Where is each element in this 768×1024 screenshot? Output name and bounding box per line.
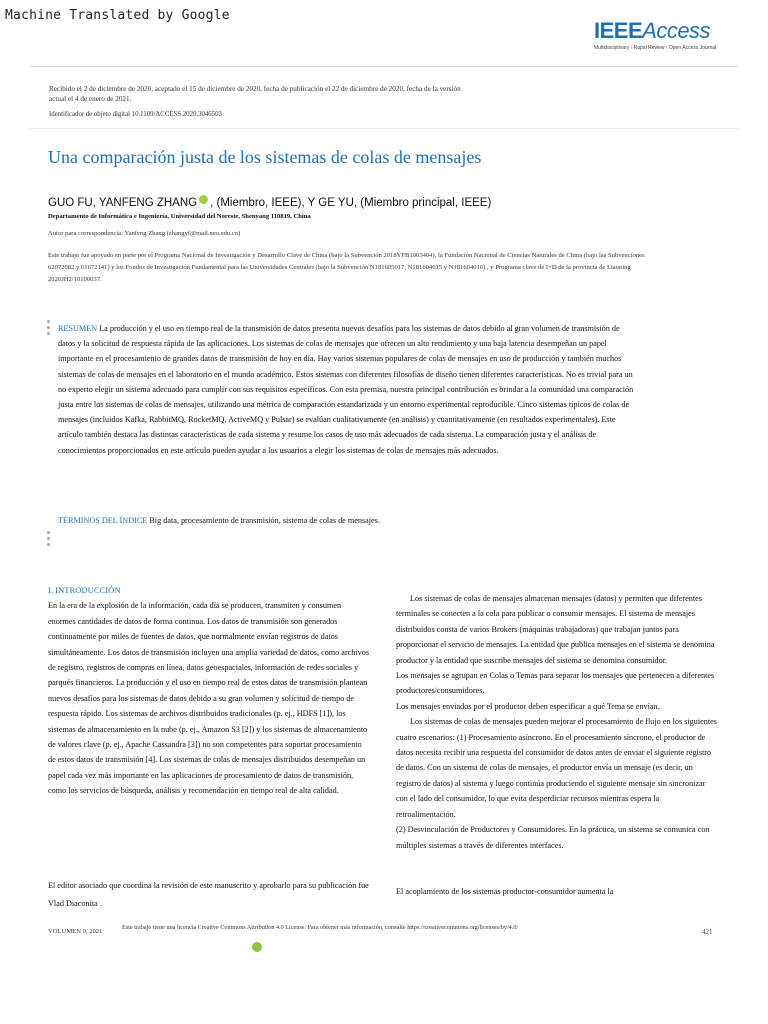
journal-logo (594, 18, 744, 51)
logo-ieee: IEEE (594, 18, 643, 43)
abstract-marker-icon (47, 320, 50, 338)
abstract (58, 321, 638, 458)
authors-line (48, 197, 491, 209)
intro-paragraph: En la era de la explosión de la información, cada día se producen, transmiten y consumen enormes cantidades de datos de forma continua. Los datos de transmisión son generados continuamente por miles de fuentes de datos, que normalmente envían registros de datos simultáneamente. Los datos de transmisión incluyen una amplia variedad de datos, como archivos de registro, registros de compras en línea, datos geoespaciales, información de redes sociales y parqués financieros. La producción y el uso en tiempo real de estos datos de transmisión plantean nuevos desafíos para los sistemas de datos debido a su gran volumen y solicitud de tiempo de respuesta rápido. Los sistemas de archivos distribuidos tradicionales (p. ej., HDFS [1]), los sistemas de almacenamiento en la nube (p. ej., Amazon S3 [2]) y los sistemas de almacenamiento de valores clave (p. ej., Apache Cassandra [3]) no son competentes para soportar procesamiento de estos datos de transmisión [4]. Los sistemas de colas de mensajes distribuidos desempeñan un papel cada vez más importante en las aplicaciones de procesamiento de datos de transmisión, como los servicios de búsqueda, análisis y recomendación en tiempo real de alta calidad. (48, 601, 370, 796)
right-paragraph-6: El acoplamiento de los sistemas productor-consumidor aumenta la (396, 887, 614, 896)
right-paragraph-4: Los sistemas de colas de mensajes pueden mejorar el procesamiento de flujo en los siguientes cuatro escenarios: (1) Procesamiento asíncrono. En el procesamiento síncrono, el productor de datos necesita recibir una respuesta del consumidor de datos antes de enviar el siguiente registro de datos. Con un sistema de colas de mensajes, el productor envía un mensaje (es decir, un registro de datos) al sistema y luego continúa produciendo el siguiente mensaje sin sincronizar con el lado del consumidor, lo que evita desperdiciar recursos mientras espera la retroalimentación. (396, 717, 717, 819)
funding-note: Este trabajo fue apoyado en parte por el Programa Nacional de Investigación y Desarrollo Clave de China (bajo la Subvención 2018YFB1003404), la Fundación Nacional de Ciencias Naturales de China (bajo las Subvenciones 62072082 y 61672141) y los Fondos de Investigación Fundamental para las Universidades Centrales (bajo la Subvención N181605017, N181604015 y N181604016) , y Programa clave de I+D de la provincia de Liaoning 2020JH2/10100037. (48, 252, 645, 283)
footer-volume: VOLUMEN 9, 2021 (48, 928, 103, 935)
authors-roles: , (Miembro, IEEE), Y GE YU, (Miembro principal, IEEE) (210, 197, 492, 209)
meta-rule (30, 128, 738, 129)
doi-line: Identificador de objeto digital 10.1109/ACCESS.2020.3046503 (49, 111, 222, 118)
paper-title: Una comparación justa de los sistemas de colas de mensajes (48, 147, 482, 167)
logo-tagline: Multidisciplinary ⁝ Rapid Review ⁝ Open Access Journal (594, 45, 717, 51)
right-paragraph-3: Los mensajes enviados por el productor deben especificar a qué Tema se envían. (396, 701, 660, 711)
index-terms-text: Big data, procesamiento de transmisión, sistema de colas de mensajes. (147, 516, 380, 525)
orcid-icon[interactable] (199, 195, 208, 204)
creative-commons-icon[interactable] (252, 942, 262, 952)
right-paragraph-5: (2) Desvinculación de Productores y Consumidores. En la práctica, un sistema se comunica con múltiples sistemas a través de diferentes interfaces. (396, 825, 710, 850)
page-number: 421 (702, 928, 713, 936)
section-heading-intro: I. INTRODUCCIÓN (48, 585, 121, 595)
index-terms-marker-icon (47, 531, 50, 549)
editor-note: El editor asociado que coordina la revisión de este manuscrito y aprobarlo para su publicación fue Vlad Diaconita . (48, 881, 369, 908)
received-dates: Recibido el 2 de diciembre de 2020, aceptado el 15 de diciembre de 2020, fecha de publicación el 22 de diciembre de 2020, fecha de la versión actual el 4 de enero de 2021. (49, 85, 461, 103)
logo-access: Access (642, 18, 711, 43)
footer-license: Este trabajo tiene una licencia Creative Commons Attribution 4.0 License. Para obtener más información, consulte https://creativecommons.org/licenses/by/4.0/ (122, 924, 519, 931)
header-rule (30, 66, 738, 67)
left-column (48, 583, 370, 799)
index-terms (58, 516, 638, 525)
right-column (396, 591, 718, 853)
abstract-text: La producción y el uso en tiempo real de la transmisión de datos presenta nuevos desafíos para los sistemas de datos debido al gran volumen de transmisión de datos y la solicitud de respuesta rápida de las aplicaciones. Los sistemas de colas de mensajes que ofrecen un alto rendimiento y una baja latencia desempeñan un papel importante en el procesamiento de grandes datos de transmisión de hoy en día. Hay varios sistemas populares de colas de mensajes en uso de producción y también muchos sistemas de colas de mensajes en el laboratorio en el mundo académico. Estos sistemas con diferentes filosofías de diseño tienen diferentes características. No es trivial para un no experto elegir un sistema adecuado para cumplir con sus requisitos específicos. Con esta premisa, nuestra principal contribución es brindar a la comunidad una comparación justa entre los sistemas de colas de mensajes, utilizando una métrica de comparación estandarizada y un entorno experimental reproducible. Cinco sistemas típicos de colas de mensajes (incluidos Kafka, RabbitMQ, RocketMQ, ActiveMQ y Pulsar) se evalúan cualitativamente (en análisis) y cuantitativamente (en resultados experimentales). Este artículo también destaca las distintas características de cada sistema y resume los casos de uso más adecuados de cada sistema. La comparación justa y el análisis de conocimientos proporcionados en este artículo pueden ayudar a los usuarios a elegir los sistemas de colas de mensajes más adecuados. (58, 324, 634, 455)
index-terms-label: TÉRMINOS DEL ÍNDICE (58, 516, 148, 525)
correspondence: Autor para correspondencia: Yanfeng Zhang (zhangyf@mail.neu.edu.cn) (48, 230, 241, 237)
affiliation: Departamento de Informática e Ingeniería, Universidad del Noreste, Shenyang 110819, China (48, 213, 311, 220)
right-paragraph-2: Los mensajes se agrupan en Colas o Temas para separar los mensajes que pertenecen a diferentes productores/consumidores. (396, 671, 715, 696)
authors-names: GUO FU, YANFENG ZHANG (48, 197, 198, 209)
machine-translation-banner: Machine Translated by Google (5, 8, 230, 23)
right-paragraph-1: Los sistemas de colas de mensajes almacenan mensajes (datos) y permiten que diferentes terminales se conecten a la cola para publicar o consumir mensajes. El sistema de mensajes distribuidos consta de varios Brokers (máquinas trabajadoras) que trabajan juntos para proporcionar el servicio de mensajes. La entidad que publica mensajes en el sistema se denomina productor y la entidad que suscribe mensajes del sistema se denomina consumidor. (396, 594, 715, 665)
abstract-label: RESUMEN (58, 324, 98, 333)
